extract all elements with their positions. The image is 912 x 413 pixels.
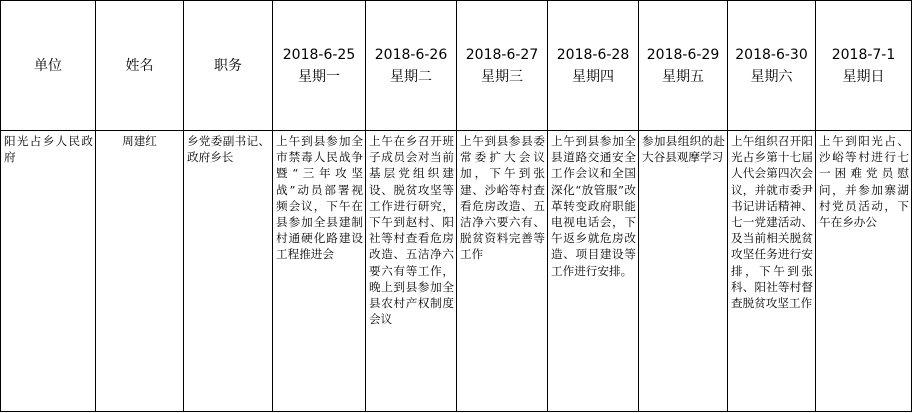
day-date: 2018-6-28 <box>556 46 630 63</box>
header-day-6 <box>728 1 816 131</box>
header-day-5 <box>639 1 728 131</box>
cell-schedule-day-3: 上午到县参县委常委扩大会议加，下午到张建、沙峪等村查看危房改造、五洁净六要六有、脱贫资料完善等工作 <box>457 131 548 412</box>
cell-schedule-day-6: 上午组织召开阳光占乡第十七届人代会第四次会议，并就市委尹书记讲话精神、七一党建活动、及当前相关脱贫攻坚任务进行安排，下午到张科、阳社等村督查脱贫攻坚工作 <box>728 131 816 412</box>
header-day-7 <box>816 1 912 131</box>
day-date: 2018-6-25 <box>282 46 356 63</box>
day-weekday: 星期六 <box>750 68 793 85</box>
day-date: 2018-7-1 <box>831 46 896 63</box>
header-position: 职务 <box>184 1 273 131</box>
cell-name: 周建红 <box>96 131 184 412</box>
day-weekday: 星期三 <box>481 68 523 85</box>
day-date: 2018-6-29 <box>646 46 720 63</box>
day-weekday: 星期五 <box>662 68 704 85</box>
day-weekday: 星期一 <box>298 68 340 85</box>
day-weekday: 星期日 <box>842 68 885 85</box>
cell-schedule-day-4: 上午到县参加全县道路交通安全工作会议和全国深化“放管服”改革转变政府职能电视电话会，下午返乡就危房改造、项目建设等工作进行安排。 <box>548 131 639 412</box>
header-day-4 <box>548 1 639 131</box>
table-row <box>1 131 912 412</box>
cell-schedule-day-1: 上午到县参加全市禁毒人民战争暨“三年攻坚战”动员部署视频会议，下午在县参加全县建制村通硬化路建设工程推进会 <box>273 131 366 412</box>
cell-schedule-day-5: 参加县组织的赴大谷县观摩学习 <box>639 131 728 412</box>
header-day-2 <box>366 1 457 131</box>
day-date: 2018-6-26 <box>374 46 448 63</box>
day-date: 2018-6-30 <box>735 46 808 63</box>
day-weekday: 星期四 <box>572 68 614 85</box>
header-day-1 <box>273 1 366 131</box>
cell-position: 乡党委副书记、政府乡长 <box>184 131 273 412</box>
day-date: 2018-6-27 <box>465 46 539 63</box>
cell-unit: 阳光占乡人民政府 <box>1 131 96 412</box>
day-weekday: 星期二 <box>390 68 432 85</box>
header-unit: 单位 <box>1 1 96 131</box>
header-name: 姓名 <box>96 1 184 131</box>
cell-schedule-day-2: 上午在乡召开班子成员会对当前基层党组织建设、脱贫攻坚等工作进行研究，下午到赵村、阳社等村查看危房改造、五洁净六要六有等工作，晚上到县参加全县农村产权制度会议 <box>366 131 457 412</box>
header-day-3 <box>457 1 548 131</box>
cell-schedule-day-7: 上午到阳光占、沙峪等村进行七一困难党员慰问，并参加寨湖村党员活动，下午在乡办公 <box>816 131 912 412</box>
header-row <box>1 1 912 131</box>
